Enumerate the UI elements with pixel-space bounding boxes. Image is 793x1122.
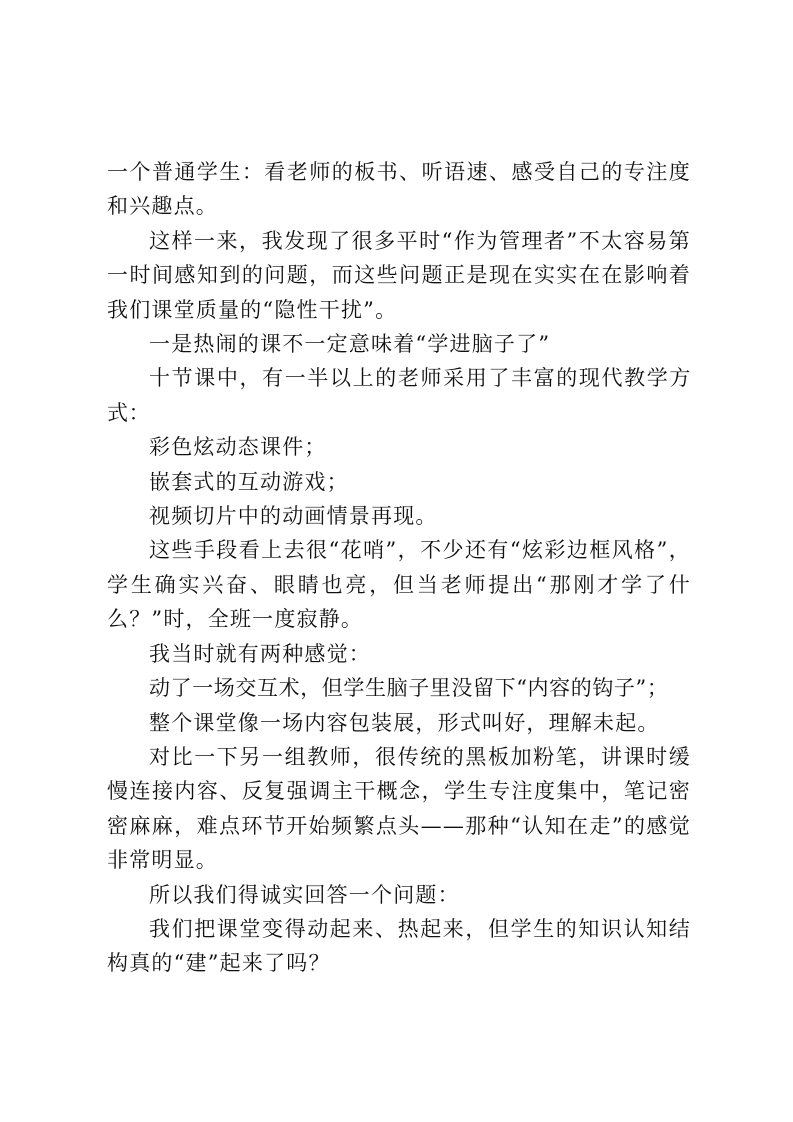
list-item-2: 嵌套式的互动游戏； — [149, 469, 349, 494]
paragraph-6: 我当时就有两种感觉： — [149, 641, 371, 666]
document-body — [107, 155, 691, 981]
paragraph-4: 十节课中，有一半以上的老师采用了丰富的现代教学方式： — [107, 366, 691, 425]
list-item-1: 彩色炫动态课件； — [149, 435, 327, 460]
paragraph-7: 动了一场交互术，但学生脑子里没留下“内容的钩子”； — [149, 676, 669, 701]
paragraph-10: 所以我们得诚实回答一个问题： — [149, 882, 460, 907]
paragraph-11: 我们把课堂变得动起来、热起来，但学生的知识认知结构真的“建”起来了吗？ — [107, 916, 691, 976]
paragraph-1: 一个普通学生：看老师的板书、听语速、感受自己的专注度和兴趣点。 — [107, 160, 691, 219]
paragraph-8: 整个课堂像一场内容包装展，形式叫好，理解未起。 — [149, 710, 660, 735]
paragraph-3-heading: 一是热闹的课不一定意味着“学进脑子了” — [149, 332, 551, 357]
paragraph-5: 这些手段看上去很“花哨”，不少还有“炫彩边框风格”，学生确实兴奋、眼睛也亮，但当老师提出“那刚才学了什么？”时，全班一度寂静。 — [107, 538, 691, 632]
paragraph-9: 对比一下另一组教师，很传统的黑板加粉笔，讲课时缓慢连接内容、反复强调主干概念，学生专注度集中，笔记密密麻麻，难点环节开始频繁点头——那种“认知在走”的感觉非常明显。 — [107, 744, 691, 873]
paragraph-2: 这样一来，我发现了很多平时“作为管理者”不太容易第一时间感知到的问题，而这些问题正是现在实实在在影响着我们课堂质量的“隐性干扰”。 — [107, 228, 691, 322]
list-item-3: 视频切片中的动画情景再现。 — [149, 504, 438, 529]
